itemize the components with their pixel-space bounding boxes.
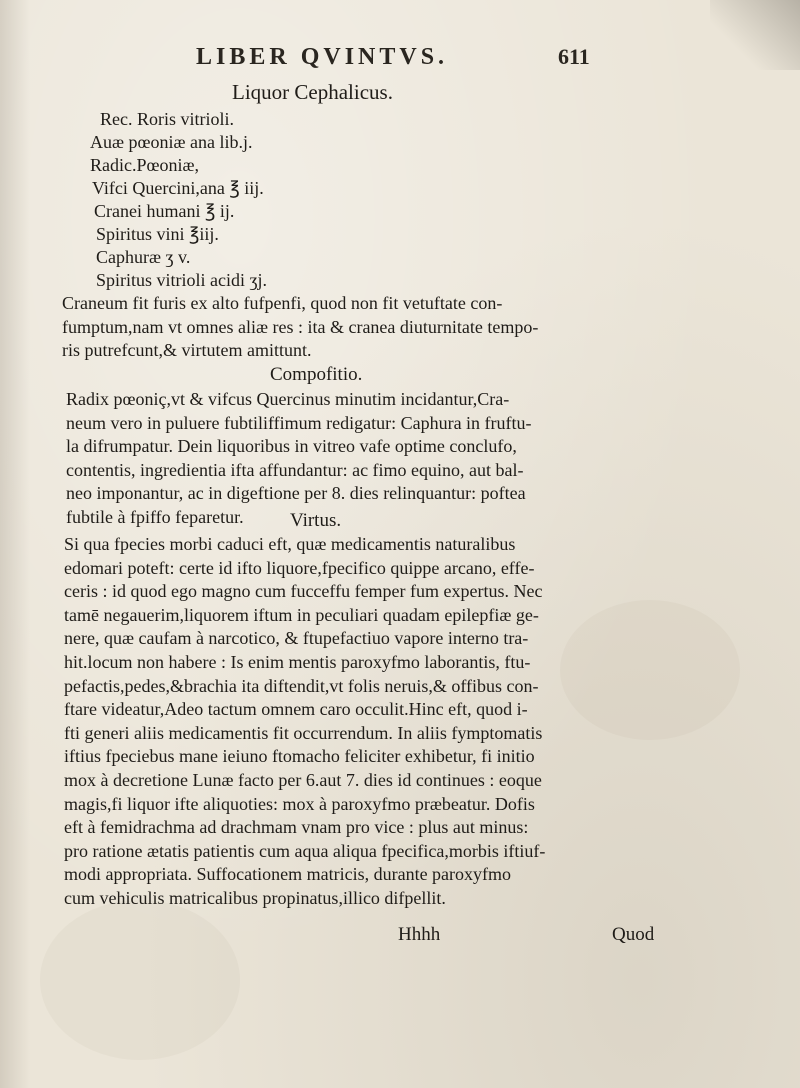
- page-number: 611: [558, 44, 590, 69]
- text-line: pefactis,pedes,&brachia ita diftendit,vt folis neruis,& offibus con-: [64, 675, 539, 696]
- paragraph-craneum: [62, 292, 682, 363]
- text-line: pro ratione ætatis patientis cum aqua aliqua fpecifica,morbis iftiuf-: [64, 840, 546, 861]
- catchword: Quod: [612, 924, 655, 945]
- signature-mark: Hhhh: [398, 924, 441, 945]
- text-line: iftius fpeciebus mane ieiuno ftomacho feliciter exhibetur, fi initio: [64, 746, 535, 767]
- paragraph-compositio: [66, 388, 686, 530]
- text-line: fubtile à fpiffo feparetur.: [66, 506, 244, 527]
- recipe-line: Caphuræ ʒ v.: [96, 247, 191, 267]
- text-line: fti generi aliis medicamentis fit occurrendum. In aliis fymptomatis: [64, 722, 543, 743]
- text-line: fumptum,nam vt omnes aliæ res : ita & cranea diuturnitate tempo-: [62, 316, 539, 337]
- text-line: magis,fi liquor ifte aliquoties: mox à paroxyfmo præbeatur. Dofis: [64, 793, 535, 814]
- recipe-line: Auæ pœoniæ ana lib.j.: [90, 132, 253, 152]
- text-line: mox à decretione Lunæ facto per 6.aut 7. dies id continues : eoque: [64, 769, 542, 790]
- subheading-virtus: Virtus.: [290, 510, 342, 531]
- text-line: neum vero in puluere fubtiliffimum redigatur: Caphura in fruftu-: [66, 412, 532, 433]
- recipe-line: Cranei humani ℥ ij.: [94, 201, 235, 221]
- recipe-list: [88, 108, 267, 292]
- text-line: neo imponantur, ac in digeftione per 8. dies relinquantur: poftea: [66, 483, 526, 504]
- recipe-line: Rec. Roris vitrioli.: [100, 109, 234, 129]
- text-line: nere, quæ caufam à narcotico, & ftupefactiuo vapore interno tra-: [64, 628, 529, 649]
- text-line: contentis, ingredientia ifta affundantur: ac fimo equino, aut bal-: [66, 459, 524, 480]
- text-line: ftare videatur,Adeo tactum omnem caro occulit.Hinc eft, quod i-: [64, 699, 528, 720]
- page-corner-shadow: [710, 0, 800, 70]
- section-title: Liquor Cephalicus.: [232, 80, 393, 104]
- text-line: la difrumpatur. Dein liquoribus in vitreo vafe optime conclufo,: [66, 436, 517, 457]
- text-line: cum vehiculis matricalibus propinatus,illico difpellit.: [64, 887, 446, 908]
- text-line: modi appropriata. Suffocationem matricis, durante paroxyfmo: [64, 864, 512, 885]
- subheading-compositio: Compofitio.: [270, 364, 363, 385]
- recipe-line: Vifci Quercini,ana ℥ iij.: [92, 178, 264, 198]
- text-line: Craneum fit furis ex alto fufpenfi, quod non fit vetuftate con-: [62, 293, 503, 313]
- text-line: Radix pœoniç,vt & vifcus Quercinus minutim incidantur,Cra-: [66, 389, 510, 409]
- text-line: edomari poteft: certe id ifto liquore,fpecifico quippe arcano, effe-: [64, 557, 535, 578]
- paragraph-virtus: [64, 533, 684, 911]
- recipe-line: Spiritus vini ℥iij.: [96, 224, 219, 244]
- recipe-line: Spiritus vitrioli acidi ʒj.: [96, 270, 267, 290]
- text-line: hit.locum non habere : Is enim mentis paroxyfmo laborantis, ftu-: [64, 651, 531, 672]
- recipe-line: Radic.Pœoniæ,: [90, 155, 200, 175]
- paper-stain: [40, 900, 240, 1060]
- text-line: Si qua fpecies morbi caduci eft, quæ medicamentis naturalibus: [64, 534, 516, 554]
- text-line: eft à femidrachma ad drachmam vnam pro vice : plus aut minus:: [64, 817, 529, 838]
- text-line: ris putrefcunt,& virtutem amittunt.: [62, 340, 312, 361]
- text-line: ceris : id quod ego magno cum fucceffu femper fum expertus. Nec: [64, 581, 543, 602]
- running-head: LIBER QVINTVS.: [196, 44, 449, 70]
- text-line: tamē negauerim,liquorem iftum in peculiari quadam epilepfiæ ge-: [64, 604, 539, 625]
- gutter-shadow: [0, 0, 30, 1088]
